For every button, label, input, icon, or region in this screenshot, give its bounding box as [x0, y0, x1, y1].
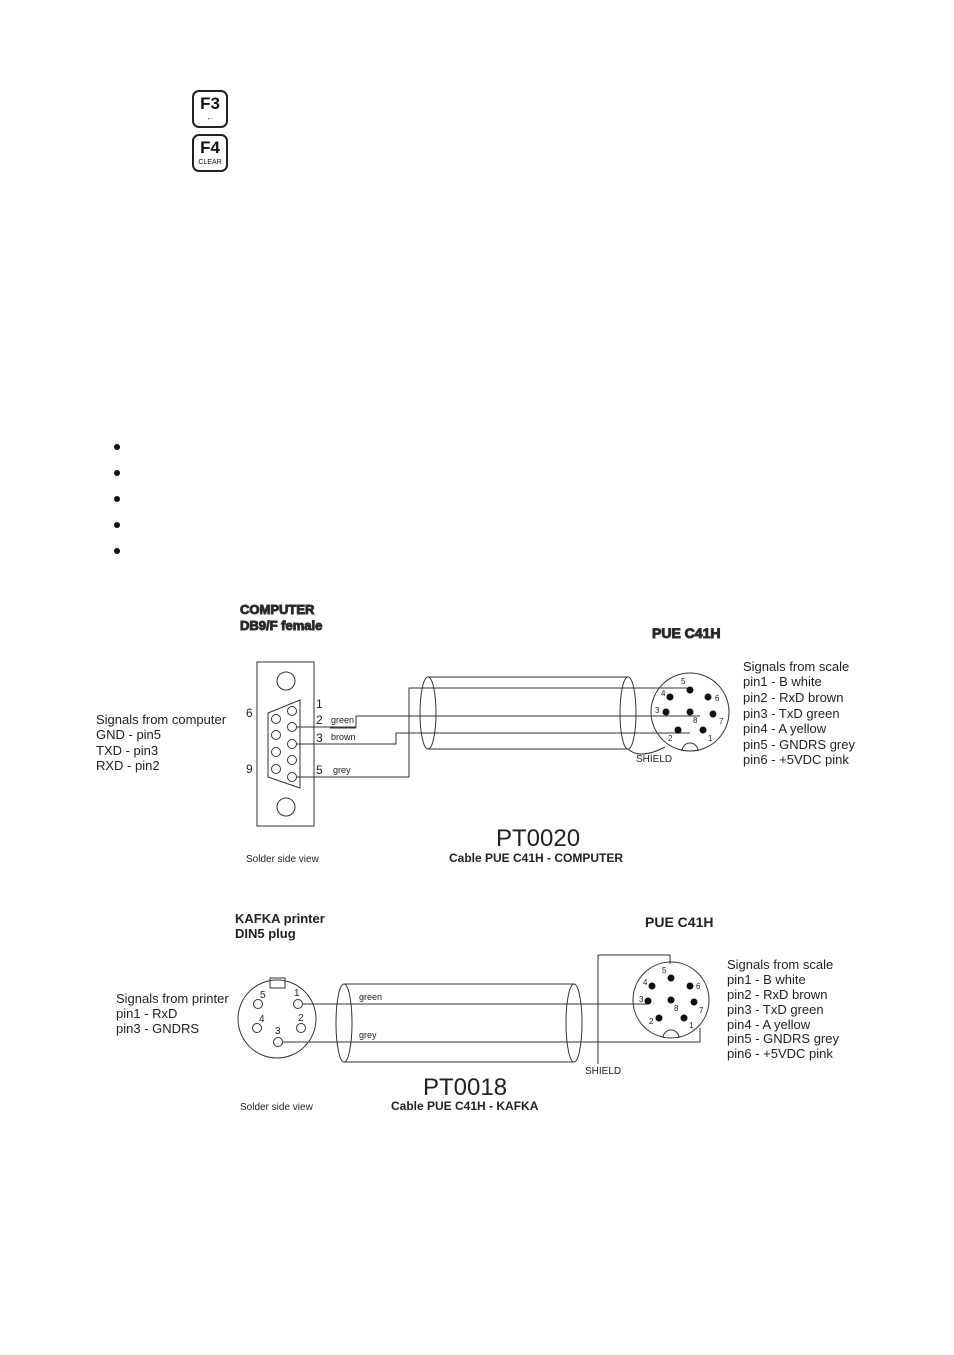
svg-text:3: 3 — [639, 995, 644, 1004]
svg-text:1: 1 — [708, 734, 713, 743]
pin-label-5: 5 — [316, 763, 323, 777]
svg-text:6: 6 — [696, 982, 701, 991]
svg-text:5: 5 — [681, 677, 686, 686]
svg-text:Signals from printer: Signals from printer — [116, 991, 229, 1006]
solder-side-label: Solder side view — [246, 854, 319, 865]
wire-label-brown: brown — [331, 732, 356, 742]
cable-code-2: PT0018 — [423, 1074, 508, 1101]
scale-pins-2 — [645, 975, 698, 1022]
svg-text:4: 4 — [643, 978, 648, 987]
svg-text:2: 2 — [298, 1013, 304, 1024]
svg-text:RXD - pin2: RXD - pin2 — [96, 758, 160, 773]
svg-text:pin6 - +5VDC pink: pin6 - +5VDC pink — [727, 1046, 833, 1061]
svg-text:Signals from scale: Signals from scale — [743, 659, 850, 674]
f4-key-label: F4 — [200, 138, 220, 157]
f4-key-sub: CLEAR — [198, 159, 222, 166]
din5-key — [270, 978, 285, 988]
cable-caption-2: Cable PUE C41H - KAFKA — [391, 1099, 539, 1113]
printer-subtitle: DIN5 plug — [235, 926, 296, 941]
printer-title: KAFKA printer — [235, 911, 325, 926]
svg-text:pin5 - GNDRS grey: pin5 - GNDRS grey — [727, 1031, 839, 1046]
svg-text:8: 8 — [693, 716, 698, 725]
svg-text:pin6 - +5VDC pink: pin6 - +5VDC pink — [743, 752, 849, 767]
svg-text:4: 4 — [259, 1014, 265, 1025]
scale-title-2: PUE C41H — [645, 914, 714, 930]
svg-text:pin2 - RxD brown: pin2 - RxD brown — [743, 690, 844, 705]
db9-pin — [272, 765, 281, 774]
pt0020-diagram — [96, 602, 855, 865]
scale-title: PUE C41H — [652, 625, 721, 641]
wire-green — [297, 716, 700, 727]
db9-shell — [268, 700, 300, 788]
svg-text:pin3 - GNDRS: pin3 - GNDRS — [116, 1021, 200, 1036]
svg-text:4: 4 — [661, 689, 666, 698]
f3-key-label: F3 — [200, 94, 220, 113]
solder-side-label-2: Solder side view — [240, 1102, 313, 1113]
pin-label-9: 9 — [246, 762, 253, 776]
din5-pin — [297, 1024, 306, 1033]
svg-text:1: 1 — [294, 988, 300, 999]
left-arrow-icon: ← — [206, 115, 214, 122]
svg-text:Signals from computer: Signals from computer — [96, 712, 227, 727]
wire-brown — [297, 733, 690, 744]
computer-signals — [96, 712, 227, 773]
pt0018-diagram — [116, 911, 839, 1113]
svg-text:7: 7 — [699, 1006, 704, 1015]
db9-mount-hole-bottom — [277, 798, 295, 816]
svg-text:TXD - pin3: TXD - pin3 — [96, 743, 159, 758]
db9-pin — [272, 748, 281, 757]
scale-signals-1 — [743, 659, 855, 767]
db9-pin — [288, 707, 297, 716]
db9-pin — [272, 731, 281, 740]
wire-label-green-2: green — [359, 992, 383, 1002]
wire-grey-2 — [282, 1028, 700, 1042]
svg-text:8: 8 — [674, 1004, 679, 1013]
svg-text:5: 5 — [260, 990, 266, 1001]
svg-text:pin3 - TxD green: pin3 - TxD green — [727, 1002, 824, 1017]
computer-subtitle: DB9/F female — [240, 618, 323, 633]
connector-key — [682, 743, 698, 751]
db9-pin — [272, 715, 281, 724]
svg-text:pin4 - A yellow: pin4 - A yellow — [727, 1017, 811, 1032]
pin-label-6: 6 — [246, 706, 253, 720]
wire-label-grey-2: grey — [359, 1030, 377, 1040]
svg-text:5: 5 — [662, 966, 667, 975]
svg-text:pin1 - RxD: pin1 - RxD — [116, 1006, 178, 1021]
db9-mount-hole-top — [277, 672, 295, 690]
svg-text:1: 1 — [689, 1021, 694, 1030]
svg-text:pin3 - TxD green: pin3 - TxD green — [743, 706, 840, 721]
din5-pin — [274, 1038, 283, 1047]
shield-wire — [628, 747, 665, 754]
shield-label-2: SHIELD — [585, 1066, 622, 1077]
svg-text:2: 2 — [668, 734, 673, 743]
scale-pins — [663, 687, 717, 734]
svg-text:pin1 - B white: pin1 - B white — [727, 972, 806, 987]
svg-text:pin2 - RxD brown: pin2 - RxD brown — [727, 987, 828, 1002]
svg-text:pin5 - GNDRS grey: pin5 - GNDRS grey — [743, 737, 855, 752]
svg-text:3: 3 — [275, 1026, 281, 1037]
pin-label-2: 2 — [316, 713, 323, 727]
cable-caption: Cable PUE C41H - COMPUTER — [449, 851, 624, 865]
wire-label-grey: grey — [333, 765, 351, 775]
svg-text:6: 6 — [715, 694, 720, 703]
svg-text:7: 7 — [719, 717, 724, 726]
svg-text:2: 2 — [649, 1017, 654, 1026]
cable-code: PT0020 — [496, 825, 581, 852]
pin-label-1: 1 — [316, 697, 323, 711]
svg-text:Signals from scale: Signals from scale — [727, 957, 834, 972]
cable-end-left-2 — [336, 984, 352, 1062]
wire-label-green: green — [331, 715, 355, 725]
cable-end-right-2 — [566, 984, 582, 1062]
din5-pin — [294, 1000, 303, 1009]
svg-text:pin1 - B white: pin1 - B white — [743, 674, 822, 689]
connector-key-2 — [663, 1030, 679, 1038]
db9-pin — [288, 723, 297, 732]
shield-label: SHIELD — [636, 754, 673, 765]
pin-label-3: 3 — [316, 731, 323, 745]
scale-signals-2 — [727, 957, 839, 1061]
svg-text:3: 3 — [655, 706, 660, 715]
computer-title: COMPUTER — [240, 602, 315, 617]
svg-text:GND - pin5: GND - pin5 — [96, 727, 162, 742]
svg-text:pin4 - A yellow: pin4 - A yellow — [743, 721, 827, 736]
db9-pin — [288, 740, 297, 749]
db9-pin — [288, 773, 297, 782]
db9-pin — [288, 756, 297, 765]
printer-signals — [116, 991, 229, 1036]
